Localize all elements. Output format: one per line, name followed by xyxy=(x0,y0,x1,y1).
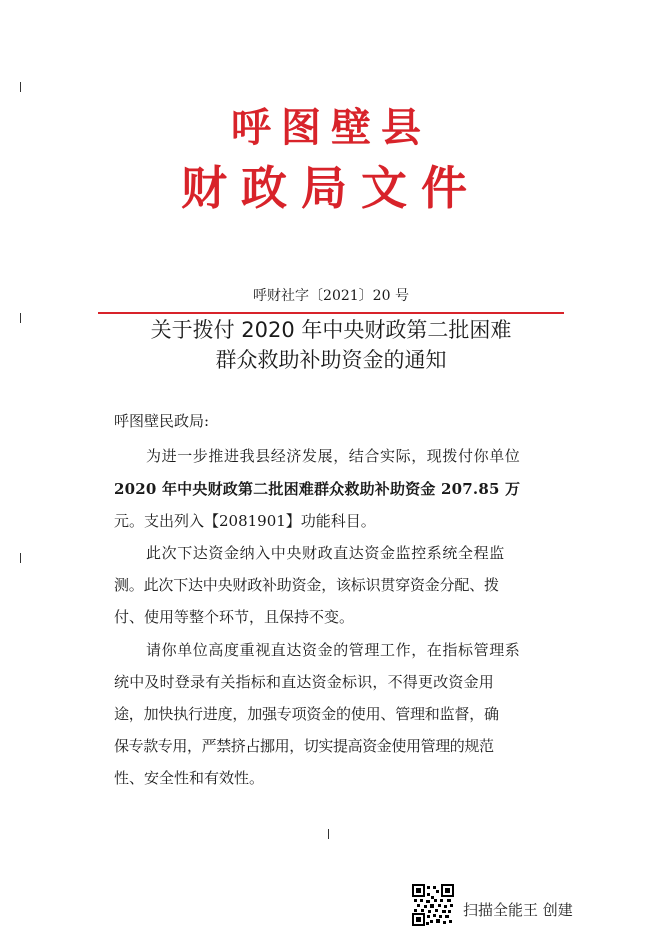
paragraph-3-line-2: 统中及时登录有关指标和直达资金标识，不得更改资金用 xyxy=(114,673,495,691)
red-divider-line xyxy=(98,312,564,314)
binding-mark-bottom xyxy=(328,829,329,839)
qr-code-icon xyxy=(412,884,454,926)
binding-mark-lower xyxy=(20,553,21,563)
binding-mark-top xyxy=(20,82,21,92)
document-number: 呼财社字〔2021〕20 号 xyxy=(253,288,409,304)
paragraph-2-line-2: 测。此次下达中央财政补助资金，该标识贯穿资金分配、拨 xyxy=(114,576,499,594)
document-title-line2: 群众救助补助资金的通知 xyxy=(215,348,447,372)
document-title-line1: 关于拨付 2020 年中央财政第二批困难 xyxy=(150,318,512,342)
issuer-header-line2: 财政局文件 xyxy=(181,161,481,215)
recipient: 呼图壁民政局: xyxy=(114,412,210,430)
paragraph-3-line-1: 请你单位高度重视直达资金的管理工作，在指标管理系 xyxy=(146,641,521,659)
paragraph-3-line-5: 性、安全性和有效性。 xyxy=(114,769,265,787)
paragraph-2-line-1: 此次下达资金纳入中央财政直达资金监控系统全程监 xyxy=(146,544,505,562)
paragraph-1-line-1: 为进一步推进我县经济发展，结合实际，现拨付你单位 xyxy=(146,447,521,465)
paragraph-3-line-4: 保专款专用，严禁挤占挪用，切实提高资金使用管理的规范 xyxy=(114,737,494,755)
issuer-header-line1: 呼图壁县 xyxy=(231,104,431,151)
paragraph-2-line-3: 付、使用等整个环节，且保持不变。 xyxy=(114,608,355,626)
paragraph-3-line-3: 途，加快执行进度，加强专项资金的使用、管理和监督，确 xyxy=(114,705,499,723)
paragraph-1-line-3: 元。支出列入【2081901】功能科目。 xyxy=(114,512,376,530)
scanner-watermark-label: 扫描全能王 创建 xyxy=(463,901,573,919)
binding-mark-middle xyxy=(20,313,21,323)
paragraph-1-line-2: 2020 年中央财政第二批困难群众救助补助资金 207.85 万 xyxy=(114,480,521,498)
